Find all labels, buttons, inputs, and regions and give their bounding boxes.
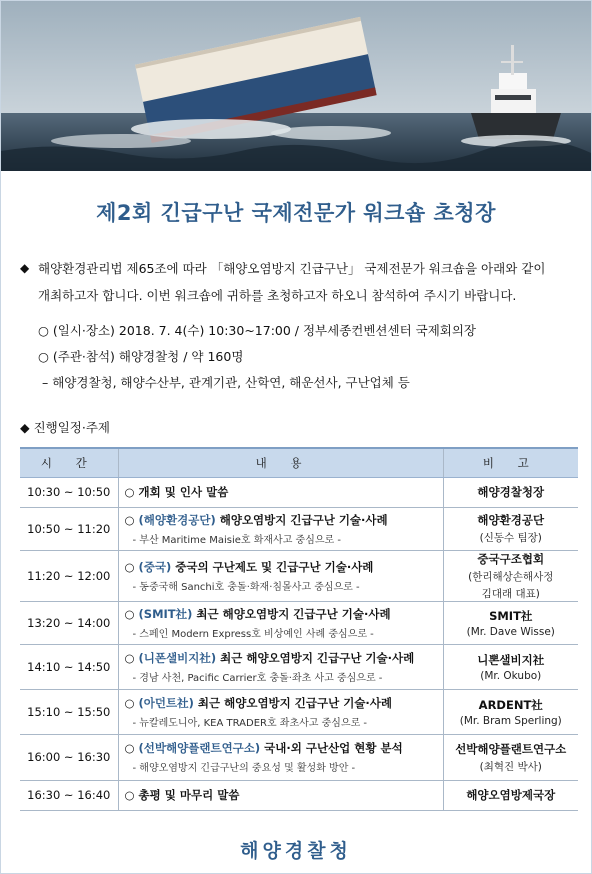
row-time: 14:10 ~ 14:50: [20, 644, 118, 689]
event-attendees: – 해양경찰청, 해양수산부, 관계기관, 산학연, 해운선사, 구난업체 등: [42, 375, 410, 390]
event-datetime: ○ (일시·장소) 2018. 7. 4(수) 10:30~17:00 / 정부세종컨벤션센터 국제회의장: [38, 323, 476, 338]
intro-line-1: 해양환경관리법 제65조에 따라 「해양오염방지 긴급구난」 국제전문가 워크숍을 아래와 같이: [38, 261, 546, 276]
table-row: [20, 477, 578, 507]
row-note: 선박해양플랜트연구소 (최혁진 박사): [443, 734, 578, 780]
row-topic: 총평 및 마무리 말씀: [138, 788, 240, 802]
circle-bullet-icon: ○: [124, 788, 135, 802]
row-subtopic: - 경남 사천, Pacific Carrier호 충돌·좌초 사고 중심으로 -: [132, 672, 383, 684]
row-note: 해양환경공단 (신동수 팀장): [443, 507, 578, 550]
row-time: 16:00 ~ 16:30: [20, 734, 118, 780]
row-org: (아던트社): [138, 695, 194, 710]
row-org: (중국): [138, 559, 172, 574]
row-topic: 최근 해양오염방지 긴급구난 기술·사례: [216, 650, 415, 665]
row-note: SMIT社 (Mr. Dave Wisse): [443, 601, 578, 644]
row-topic: 중국의 구난제도 및 긴급구난 기술·사례: [171, 559, 374, 574]
row-topic: 국내·외 구난산업 현황 분석: [260, 741, 403, 755]
header-time: 시 간: [20, 448, 118, 477]
intro-line-2: 개최하고자 합니다. 이번 워크숍에 귀하를 초청하고자 하오니 참석하여 주시기 바랍니다.: [38, 288, 517, 303]
row-subtopic: - 뉴칼레도니아, KEA TRADER호 좌초사고 중심으로 -: [132, 717, 368, 729]
table-row: [20, 734, 578, 780]
row-content: [118, 644, 443, 689]
circle-bullet-icon: ○: [124, 485, 135, 499]
row-note: 중국구조협회 (한리해상손해사정 김대래 대표): [443, 550, 578, 601]
row-content: [118, 477, 443, 507]
header-content: 내 용: [118, 448, 443, 477]
row-subtopic: - 동중국해 Sanchi호 충돌·화재·침몰사고 중심으로 -: [132, 581, 360, 593]
table-row: [20, 689, 578, 734]
page-title: 제2회 긴급구난 국제전문가 워크숍 초청장: [96, 201, 496, 225]
row-time: 13:20 ~ 14:00: [20, 601, 118, 644]
row-subtopic: - 스페인 Modern Express호 비상예인 사례 중심으로 -: [132, 628, 374, 640]
schedule-table: [20, 447, 578, 811]
table-row: [20, 601, 578, 644]
event-host: ○ (주관·참석) 해양경찰청 / 약 160명: [38, 349, 244, 364]
table-row: [20, 644, 578, 689]
intro-paragraph: [20, 255, 580, 309]
row-topic: 해양오염방지 긴급구난 기술·사례: [215, 512, 388, 527]
row-note: 해양경찰청장: [443, 477, 578, 507]
table-row: [20, 507, 578, 550]
row-time: 10:30 ~ 10:50: [20, 477, 118, 507]
circle-bullet-icon: ○: [124, 512, 135, 527]
row-content: [118, 780, 443, 810]
header-note: 비 고: [443, 448, 578, 477]
row-note: ARDENT社 (Mr. Bram Sperling): [443, 689, 578, 734]
event-details: [38, 318, 476, 396]
row-note: 해양오염방제국장: [443, 780, 578, 810]
row-time: 10:50 ~ 11:20: [20, 507, 118, 550]
row-org: (해양환경공단): [138, 512, 216, 527]
row-content: [118, 507, 443, 550]
circle-bullet-icon: ○: [124, 559, 135, 574]
schedule-heading: ◆ 진행일정·주제: [20, 420, 111, 435]
row-org: (선박해양플랜트연구소): [138, 741, 261, 755]
table-header-row: [20, 448, 578, 477]
row-org: (니폰샐비지社): [138, 650, 217, 665]
row-subtopic: - 해양오염방지 긴급구난의 중요성 및 활성화 방안 -: [132, 763, 356, 774]
row-topic: 최근 해양오염방지 긴급구난 기술·사례: [192, 606, 391, 621]
row-content: [118, 550, 443, 601]
table-row: [20, 550, 578, 601]
row-org: (SMIT社): [138, 606, 193, 621]
row-content: [118, 601, 443, 644]
row-time: 11:20 ~ 12:00: [20, 550, 118, 601]
circle-bullet-icon: ○: [124, 695, 135, 710]
table-row: [20, 780, 578, 810]
circle-bullet-icon: ○: [124, 606, 135, 621]
footer-logo-text: 해양경찰청: [240, 840, 352, 862]
row-topic: 최근 해양오염방지 긴급구난 기술·사례: [193, 695, 393, 710]
row-note: 니뽄샐비지社 (Mr. Okubo): [443, 644, 578, 689]
row-content: [118, 734, 443, 780]
row-subtopic: - 부산 Maritime Maisie호 화재사고 중심으로 -: [132, 534, 341, 546]
row-time: 15:10 ~ 15:50: [20, 689, 118, 734]
circle-bullet-icon: ○: [124, 741, 135, 755]
row-topic: 개회 및 인사 말씀: [138, 485, 229, 499]
diamond-bullet-icon: ◆: [20, 261, 30, 275]
circle-bullet-icon: ○: [124, 650, 135, 665]
row-content: [118, 689, 443, 734]
hero-image: [1, 1, 591, 171]
row-time: 16:30 ~ 16:40: [20, 780, 118, 810]
